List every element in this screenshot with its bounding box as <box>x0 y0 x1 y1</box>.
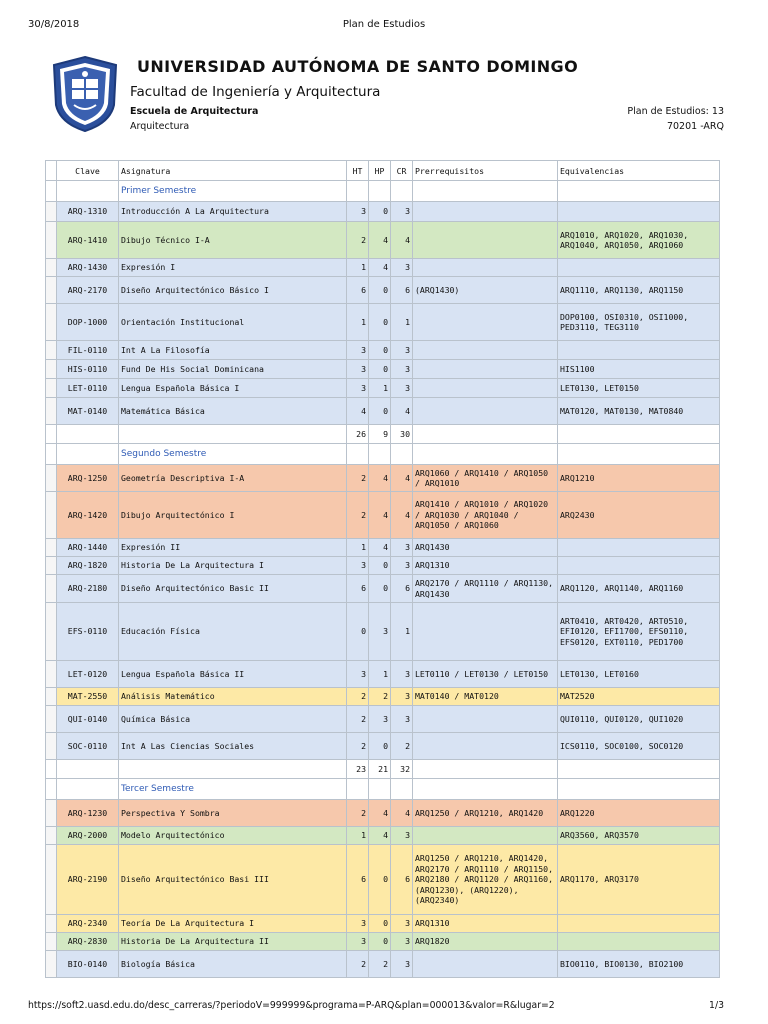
course-row <box>46 951 720 978</box>
course-prerequisites <box>413 304 558 341</box>
course-hp: 4 <box>369 465 391 492</box>
university-name: UNIVERSIDAD AUTÓNOMA DE SANTO DOMINGO <box>137 57 579 76</box>
course-cr: 3 <box>391 706 413 733</box>
course-equivalencies <box>558 915 720 933</box>
course-cr: 6 <box>391 575 413 603</box>
header-ht: HT <box>347 161 369 181</box>
course-ht: 3 <box>347 933 369 951</box>
semester-totals-row <box>46 760 720 779</box>
row-lead <box>46 277 57 304</box>
row-lead <box>46 492 57 539</box>
course-name: Orientación Institucional <box>119 304 347 341</box>
course-hp: 0 <box>369 733 391 760</box>
course-cr: 3 <box>391 951 413 978</box>
course-ht: 6 <box>347 277 369 304</box>
row-lead <box>46 341 57 360</box>
course-row <box>46 845 720 915</box>
row-lead <box>46 688 57 706</box>
course-prerequisites: ARQ1310 <box>413 557 558 575</box>
course-ht: 2 <box>347 492 369 539</box>
row-lead <box>46 444 57 465</box>
total-cr: 32 <box>391 760 413 779</box>
total-hp: 9 <box>369 425 391 444</box>
course-equivalencies <box>558 557 720 575</box>
course-ht: 2 <box>347 465 369 492</box>
semester-empty-cell <box>347 444 369 465</box>
course-name: Biología Básica <box>119 951 347 978</box>
course-cr: 1 <box>391 603 413 661</box>
course-hp: 0 <box>369 360 391 379</box>
totals-empty-cell <box>57 425 119 444</box>
course-row <box>46 398 720 425</box>
course-hp: 0 <box>369 304 391 341</box>
row-lead <box>46 202 57 222</box>
course-code: ARQ-1250 <box>57 465 119 492</box>
total-ht: 26 <box>347 425 369 444</box>
course-hp: 0 <box>369 557 391 575</box>
semester-empty-cell <box>369 779 391 800</box>
plan-number: Plan de Estudios: 13 <box>627 106 724 117</box>
course-row <box>46 688 720 706</box>
semester-clave-empty <box>57 779 119 800</box>
course-ht: 1 <box>347 259 369 277</box>
course-hp: 4 <box>369 222 391 259</box>
course-row <box>46 222 720 259</box>
semester-empty-cell <box>347 181 369 202</box>
course-row <box>46 492 720 539</box>
school-name: Escuela de Arquitectura <box>130 106 259 117</box>
course-equivalencies: ARQ2430 <box>558 492 720 539</box>
course-cr: 3 <box>391 557 413 575</box>
course-equivalencies <box>558 341 720 360</box>
course-name: Diseño Arquitectónico Basi III <box>119 845 347 915</box>
course-cr: 3 <box>391 259 413 277</box>
row-lead <box>46 304 57 341</box>
row-lead <box>46 779 57 800</box>
row-lead <box>46 706 57 733</box>
course-ht: 3 <box>347 379 369 398</box>
course-cr: 3 <box>391 341 413 360</box>
course-name: Química Básica <box>119 706 347 733</box>
course-prerequisites: ARQ1820 <box>413 933 558 951</box>
course-name: Perspectiva Y Sombra <box>119 800 347 827</box>
course-row <box>46 360 720 379</box>
semester-label: Primer Semestre <box>119 181 347 202</box>
totals-empty-cell <box>413 425 558 444</box>
total-cr: 30 <box>391 425 413 444</box>
course-equivalencies: ARQ1010, ARQ1020, ARQ1030, ARQ1040, ARQ1050, ARQ1060 <box>558 222 720 259</box>
course-ht: 2 <box>347 222 369 259</box>
course-name: Historia De La Arquitectura II <box>119 933 347 951</box>
row-lead <box>46 733 57 760</box>
course-cr: 4 <box>391 492 413 539</box>
semester-empty-cell <box>391 181 413 202</box>
course-prerequisites: ARQ1250 / ARQ1210, ARQ1420, ARQ2170 / ARQ1110 / ARQ1150, ARQ2180 / ARQ1120 / ARQ1160, (ARQ1230), (ARQ1220), (ARQ2340) <box>413 845 558 915</box>
course-row <box>46 915 720 933</box>
course-cr: 1 <box>391 304 413 341</box>
course-cr: 4 <box>391 800 413 827</box>
course-prerequisites: ARQ1310 <box>413 915 558 933</box>
course-cr: 3 <box>391 539 413 557</box>
course-hp: 3 <box>369 706 391 733</box>
career-code: 70201 -ARQ <box>666 121 724 132</box>
course-code: ARQ-1420 <box>57 492 119 539</box>
course-equivalencies: ARQ1220 <box>558 800 720 827</box>
course-cr: 3 <box>391 933 413 951</box>
course-row <box>46 304 720 341</box>
course-row <box>46 661 720 688</box>
course-prerequisites <box>413 341 558 360</box>
course-equivalencies: MAT2520 <box>558 688 720 706</box>
semester-header-row <box>46 181 720 202</box>
print-title: Plan de Estudios <box>342 19 426 30</box>
course-prerequisites: LET0110 / LET0130 / LET0150 <box>413 661 558 688</box>
career-name: Arquitectura <box>130 121 190 132</box>
course-row <box>46 800 720 827</box>
course-cr: 4 <box>391 222 413 259</box>
course-row <box>46 379 720 398</box>
course-code: ARQ-2170 <box>57 277 119 304</box>
course-hp: 2 <box>369 951 391 978</box>
row-lead <box>46 425 57 444</box>
header-equivalencias: Equivalencias <box>558 161 720 181</box>
course-hp: 1 <box>369 379 391 398</box>
totals-empty-cell <box>413 760 558 779</box>
course-prerequisites <box>413 951 558 978</box>
row-lead <box>46 398 57 425</box>
semester-header-row <box>46 779 720 800</box>
course-name: Dibujo Arquitectónico I <box>119 492 347 539</box>
course-equivalencies: LET0130, LET0150 <box>558 379 720 398</box>
row-lead <box>46 557 57 575</box>
course-equivalencies: ARQ3560, ARQ3570 <box>558 827 720 845</box>
course-cr: 3 <box>391 202 413 222</box>
course-name: Lengua Española Básica II <box>119 661 347 688</box>
course-hp: 1 <box>369 661 391 688</box>
row-lead <box>46 181 57 202</box>
course-prerequisites <box>413 379 558 398</box>
course-hp: 0 <box>369 202 391 222</box>
course-prerequisites <box>413 360 558 379</box>
course-name: Lengua Española Básica I <box>119 379 347 398</box>
course-name: Diseño Arquitectónico Básico I <box>119 277 347 304</box>
course-hp: 0 <box>369 277 391 304</box>
course-ht: 3 <box>347 202 369 222</box>
course-prerequisites: ARQ1060 / ARQ1410 / ARQ1050 / ARQ1010 <box>413 465 558 492</box>
course-code: FIL-0110 <box>57 341 119 360</box>
course-cr: 6 <box>391 845 413 915</box>
course-code: EFS-0110 <box>57 603 119 661</box>
course-cr: 2 <box>391 733 413 760</box>
course-code: ARQ-1440 <box>57 539 119 557</box>
print-date: 30/8/2018 <box>28 19 80 30</box>
header-asignatura: Asignatura <box>119 161 347 181</box>
row-lead <box>46 760 57 779</box>
course-equivalencies <box>558 539 720 557</box>
course-ht: 3 <box>347 341 369 360</box>
course-equivalencies: ARQ1110, ARQ1130, ARQ1150 <box>558 277 720 304</box>
course-name: Fund De His Social Dominicana <box>119 360 347 379</box>
course-name: Expresión I <box>119 259 347 277</box>
row-lead <box>46 379 57 398</box>
row-lead <box>46 465 57 492</box>
semester-empty-cell <box>413 779 558 800</box>
semester-empty-cell <box>391 444 413 465</box>
course-name: Análisis Matemático <box>119 688 347 706</box>
course-prerequisites: ARQ1250 / ARQ1210, ARQ1420 <box>413 800 558 827</box>
header-cr: CR <box>391 161 413 181</box>
course-row <box>46 933 720 951</box>
course-equivalencies: DOP0100, OSI0310, OSI1000, PED3110, TEG3110 <box>558 304 720 341</box>
totals-empty-cell <box>558 760 720 779</box>
course-prerequisites: (ARQ1430) <box>413 277 558 304</box>
course-prerequisites <box>413 706 558 733</box>
course-name: Int A La Filosofía <box>119 341 347 360</box>
course-name: Educación Física <box>119 603 347 661</box>
course-code: ARQ-1820 <box>57 557 119 575</box>
course-cr: 4 <box>391 465 413 492</box>
course-row <box>46 827 720 845</box>
course-cr: 3 <box>391 360 413 379</box>
course-name: Geometría Descriptiva I-A <box>119 465 347 492</box>
course-code: ARQ-2340 <box>57 915 119 933</box>
row-lead <box>46 222 57 259</box>
course-equivalencies: LET0130, LET0160 <box>558 661 720 688</box>
course-cr: 3 <box>391 915 413 933</box>
course-name: Introducción A La Arquitectura <box>119 202 347 222</box>
course-equivalencies: BIO0110, BIO0130, BIO2100 <box>558 951 720 978</box>
course-cr: 4 <box>391 398 413 425</box>
course-hp: 2 <box>369 688 391 706</box>
course-code: MAT-2550 <box>57 688 119 706</box>
course-ht: 2 <box>347 951 369 978</box>
totals-empty-cell <box>119 760 347 779</box>
header-hp: HP <box>369 161 391 181</box>
course-equivalencies <box>558 202 720 222</box>
course-code: ARQ-1410 <box>57 222 119 259</box>
row-lead <box>46 259 57 277</box>
total-ht: 23 <box>347 760 369 779</box>
footer-page-number: 1/3 <box>709 1000 724 1011</box>
faculty-name: Facultad de Ingeniería y Arquitectura <box>130 84 381 100</box>
course-code: SOC-0110 <box>57 733 119 760</box>
semester-empty-cell <box>369 444 391 465</box>
course-name: Modelo Arquitectónico <box>119 827 347 845</box>
course-prerequisites <box>413 259 558 277</box>
header-prerrequisitos: Prerrequisitos <box>413 161 558 181</box>
course-ht: 2 <box>347 800 369 827</box>
course-cr: 3 <box>391 827 413 845</box>
row-lead <box>46 951 57 978</box>
course-hp: 0 <box>369 575 391 603</box>
course-equivalencies: MAT0120, MAT0130, MAT0840 <box>558 398 720 425</box>
course-prerequisites <box>413 827 558 845</box>
course-cr: 3 <box>391 688 413 706</box>
course-cr: 6 <box>391 277 413 304</box>
course-ht: 6 <box>347 845 369 915</box>
course-equivalencies <box>558 933 720 951</box>
course-hp: 4 <box>369 800 391 827</box>
course-code: QUI-0140 <box>57 706 119 733</box>
course-equivalencies: ART0410, ART0420, ART0510, EFI0120, EFI1700, EFS0110, EFS0120, EXT0110, PED1700 <box>558 603 720 661</box>
course-code: ARQ-1230 <box>57 800 119 827</box>
course-ht: 2 <box>347 688 369 706</box>
semester-header-row <box>46 444 720 465</box>
course-row <box>46 733 720 760</box>
totals-empty-cell <box>57 760 119 779</box>
course-prerequisites <box>413 603 558 661</box>
course-code: ARQ-2830 <box>57 933 119 951</box>
course-equivalencies <box>558 259 720 277</box>
table-header-row <box>46 161 720 181</box>
course-hp: 4 <box>369 539 391 557</box>
course-code: ARQ-1430 <box>57 259 119 277</box>
semester-empty-cell <box>413 444 558 465</box>
row-lead <box>46 933 57 951</box>
course-prerequisites <box>413 222 558 259</box>
semester-empty-cell <box>558 779 720 800</box>
course-hp: 4 <box>369 259 391 277</box>
course-ht: 3 <box>347 661 369 688</box>
course-ht: 4 <box>347 398 369 425</box>
course-equivalencies: ICS0110, SOC0100, SOC0120 <box>558 733 720 760</box>
semester-empty-cell <box>369 181 391 202</box>
course-equivalencies: HIS1100 <box>558 360 720 379</box>
course-code: HIS-0110 <box>57 360 119 379</box>
semester-empty-cell <box>413 181 558 202</box>
row-lead <box>46 539 57 557</box>
course-row <box>46 202 720 222</box>
row-lead <box>46 360 57 379</box>
course-equivalencies: ARQ1120, ARQ1140, ARQ1160 <box>558 575 720 603</box>
semester-label: Tercer Semestre <box>119 779 347 800</box>
course-prerequisites <box>413 733 558 760</box>
course-ht: 2 <box>347 706 369 733</box>
course-name: Historia De La Arquitectura I <box>119 557 347 575</box>
course-code: ARQ-1310 <box>57 202 119 222</box>
course-name: Expresión II <box>119 539 347 557</box>
course-hp: 0 <box>369 845 391 915</box>
totals-empty-cell <box>119 425 347 444</box>
semester-clave-empty <box>57 181 119 202</box>
course-prerequisites: MAT0140 / MAT0120 <box>413 688 558 706</box>
semester-empty-cell <box>347 779 369 800</box>
course-ht: 6 <box>347 575 369 603</box>
course-code: DOP-1000 <box>57 304 119 341</box>
row-lead <box>46 915 57 933</box>
course-prerequisites <box>413 398 558 425</box>
totals-empty-cell <box>558 425 720 444</box>
course-row <box>46 465 720 492</box>
course-row <box>46 706 720 733</box>
semester-empty-cell <box>558 181 720 202</box>
semester-label: Segundo Semestre <box>119 444 347 465</box>
course-prerequisites: ARQ1430 <box>413 539 558 557</box>
course-hp: 4 <box>369 492 391 539</box>
course-hp: 0 <box>369 915 391 933</box>
course-code: ARQ-2000 <box>57 827 119 845</box>
course-ht: 3 <box>347 557 369 575</box>
course-prerequisites: ARQ2170 / ARQ1110 / ARQ1130, ARQ1430 <box>413 575 558 603</box>
semester-empty-cell <box>391 779 413 800</box>
course-name: Diseño Arquitectónico Basic II <box>119 575 347 603</box>
course-hp: 4 <box>369 827 391 845</box>
course-equivalencies: ARQ1210 <box>558 465 720 492</box>
course-ht: 3 <box>347 360 369 379</box>
course-code: ARQ-2190 <box>57 845 119 915</box>
semester-clave-empty <box>57 444 119 465</box>
course-ht: 1 <box>347 304 369 341</box>
course-code: LET-0110 <box>57 379 119 398</box>
semester-totals-row <box>46 425 720 444</box>
course-equivalencies: ARQ1170, ARQ3170 <box>558 845 720 915</box>
course-row <box>46 259 720 277</box>
course-name: Int A Las Ciencias Sociales <box>119 733 347 760</box>
course-row <box>46 603 720 661</box>
course-ht: 0 <box>347 603 369 661</box>
course-name: Teoría De La Arquitectura I <box>119 915 347 933</box>
course-ht: 1 <box>347 539 369 557</box>
header-clave: Clave <box>57 161 119 181</box>
course-code: MAT-0140 <box>57 398 119 425</box>
row-lead <box>46 845 57 915</box>
course-hp: 0 <box>369 341 391 360</box>
semester-empty-cell <box>558 444 720 465</box>
curriculum-table <box>45 160 720 978</box>
course-hp: 0 <box>369 933 391 951</box>
course-code: BIO-0140 <box>57 951 119 978</box>
course-row <box>46 277 720 304</box>
course-cr: 3 <box>391 661 413 688</box>
row-lead <box>46 603 57 661</box>
row-lead <box>46 800 57 827</box>
course-row <box>46 575 720 603</box>
course-ht: 3 <box>347 915 369 933</box>
course-equivalencies: QUI0110, QUI0120, QUI1020 <box>558 706 720 733</box>
course-name: Dibujo Técnico I-A <box>119 222 347 259</box>
row-lead <box>46 575 57 603</box>
course-hp: 3 <box>369 603 391 661</box>
row-lead <box>46 661 57 688</box>
course-code: LET-0120 <box>57 661 119 688</box>
total-hp: 21 <box>369 760 391 779</box>
course-cr: 3 <box>391 379 413 398</box>
header-lead <box>46 161 57 181</box>
footer-url: https://soft2.uasd.edu.do/desc_carreras/?periodoV=999999&programa=P-ARQ&plan=000013&valor=R&lugar=2 <box>28 1000 555 1011</box>
course-prerequisites <box>413 202 558 222</box>
course-ht: 2 <box>347 733 369 760</box>
university-seal-icon <box>50 55 120 133</box>
row-lead <box>46 827 57 845</box>
course-row <box>46 341 720 360</box>
course-hp: 0 <box>369 398 391 425</box>
course-row <box>46 557 720 575</box>
course-code: ARQ-2180 <box>57 575 119 603</box>
course-ht: 1 <box>347 827 369 845</box>
course-prerequisites: ARQ1410 / ARQ1010 / ARQ1020 / ARQ1030 / ARQ1040 / ARQ1050 / ARQ1060 <box>413 492 558 539</box>
course-name: Matemática Básica <box>119 398 347 425</box>
course-row <box>46 539 720 557</box>
